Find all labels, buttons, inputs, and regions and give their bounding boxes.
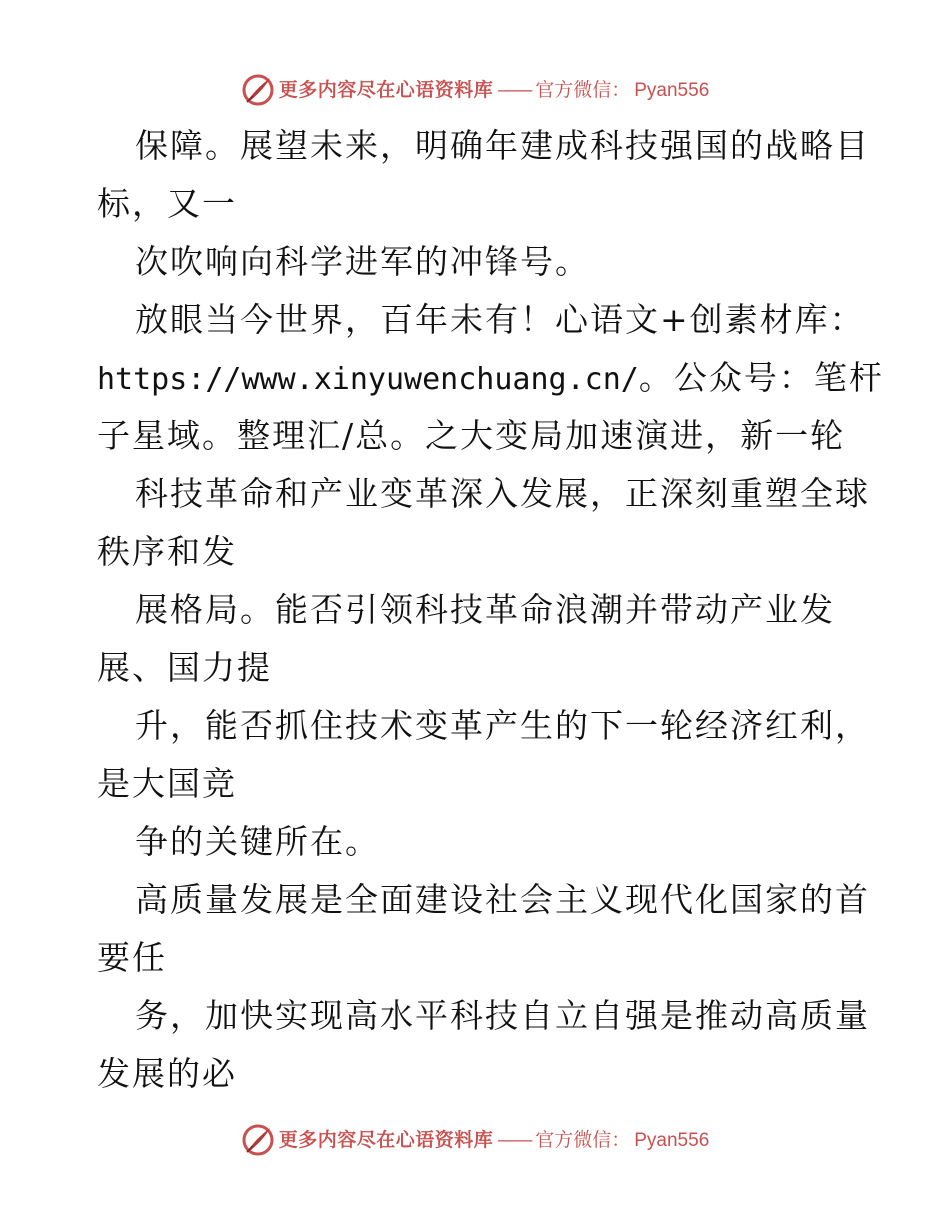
- header-wechat-label: 官方微信：: [535, 78, 631, 101]
- text-line: [97, 349, 897, 407]
- page-header: [0, 70, 950, 110]
- website-url-text: https://www.xinyuwenchuang.cn/: [97, 362, 639, 397]
- header-banner: [241, 73, 710, 107]
- text-line: 要任: [97, 938, 167, 977]
- text-line: 争的关键所在。: [135, 822, 380, 861]
- text-line: 展格局。能否引领科技革命浪潮并带动产业发: [135, 590, 835, 629]
- footer-wechat-label: 官方微信：: [535, 1128, 631, 1151]
- text-line: 升，能否抓住技术变革产生的下一轮经济红利，: [135, 706, 870, 745]
- text-line: 次吹响向科学进军的冲锋号。: [135, 242, 590, 281]
- footer-dash: ——: [497, 1128, 532, 1151]
- quill-pen-logo-icon: [241, 73, 275, 107]
- text-line: 务，加快实现高水平科技自立自强是推动高质量: [135, 996, 870, 1035]
- page-footer: [0, 1120, 950, 1160]
- text-line: 高质量发展是全面建设社会主义现代化国家的首: [135, 880, 870, 919]
- text-line: 保障。展望未来，明确年建成科技强国的战略目: [135, 126, 870, 165]
- text-line: 秩序和发: [97, 532, 237, 571]
- text-line-tail: 。公众号：笔杆: [638, 358, 884, 397]
- header-dash: ——: [497, 78, 532, 101]
- text-line: 放眼当今世界，百年未有！心语文+创素材库：: [135, 300, 865, 339]
- header-brand-text: 更多内容尽在心语资料库: [278, 78, 494, 101]
- text-line: 是大国竞: [97, 764, 237, 803]
- footer-brand-text: 更多内容尽在心语资料库: [278, 1128, 494, 1151]
- header-wechat-id: Pyan556: [634, 79, 710, 101]
- quill-pen-logo-icon: [241, 1123, 275, 1157]
- text-line: 科技革命和产业变革深入发展，正深刻重塑全球: [135, 474, 870, 513]
- text-line: 标，又一: [97, 184, 237, 223]
- text-line: 发展的必: [97, 1054, 237, 1093]
- document-body: [97, 117, 897, 1103]
- footer-wechat-id: Pyan556: [634, 1129, 710, 1151]
- footer-banner: [241, 1123, 710, 1157]
- text-line: 子星域。整理汇/总。之大变局加速演进，新一轮: [97, 416, 846, 455]
- text-line: 展、国力提: [97, 648, 272, 687]
